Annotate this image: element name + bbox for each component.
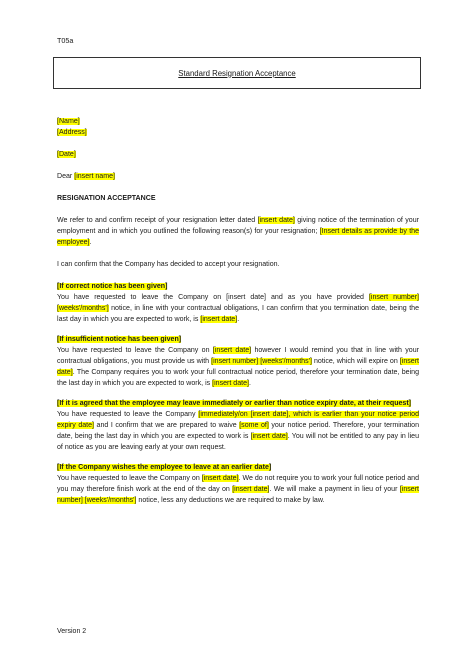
insufficient-notice-paragraph: You have requested to leave the Company on [insert date] however I would remind you that in line with your contractual obligations, you must provide us with [insert number] [weeks'/months'] notice, which will expire on [insert date]. The Company requires you to work your full contractual notice period, therefore your termination date, being the last day in which you are expected to work, is [insert date]. (57, 347, 420, 387)
salutation-name-placeholder: [insert name] (74, 173, 115, 180)
address-placeholder: [Address] (57, 129, 87, 136)
earlier-date-paragraph: You have requested to leave the Company on [insert date]. We do not require you to work your full notice period and you may therefore finish work at the end of the day on [insert date]. We will make a payment in lieu of your [insert number] [weeks'/months'] notice, less any deductions we are required to make by law. (57, 475, 420, 504)
insufficient-notice-heading: [If insufficient notice has been given] (57, 336, 182, 343)
acceptance-statement: I can confirm that the Company has decided to accept your resignation. (57, 261, 280, 268)
earlier-date-heading: [If the Company wishes the employee to leave at an earlier date] (57, 464, 272, 471)
salutation: Dear [insert name] (57, 173, 115, 180)
immediate-leave-heading: [If it is agreed that the employee may leave immediately or earlier than notice expiry date, at their request] (57, 400, 412, 407)
document-code: T05a (57, 36, 74, 45)
correct-notice-heading: [If correct notice has been given] (57, 283, 168, 290)
date-placeholder: [Date] (57, 151, 76, 158)
document-title: Standard Resignation Acceptance (178, 68, 296, 78)
version-footer: Version 2 (57, 628, 87, 635)
name-placeholder: [Name] (57, 118, 80, 125)
letter-body (57, 116, 419, 506)
immediate-leave-paragraph: You have requested to leave the Company [immediately/on [insert date], which is earlier than your notice period expiry date] and I confirm that we are prepared to waive [some of] your notice period. Therefore, your termination date, being the last day in which you are expected to work is [insert date]. You will not be entitled to any pay in lieu of notice as you are leaving early at your own request. (57, 411, 420, 451)
section-heading: RESIGNATION ACCEPTANCE (57, 195, 156, 202)
title-box (53, 57, 421, 89)
correct-notice-paragraph: You have requested to leave the Company on [insert date] and as you have provided [insert number] [weeks'/months'] notice, in line with your contractual obligations, I can confirm that you termination date, being the last day in which you are expected to work, is [insert date]. (57, 294, 420, 323)
intro-paragraph: We refer to and confirm receipt of your resignation letter dated [insert date] giving notice of the termination of your employment and in which you outlined the following reason(s) for your resignation; [Insert details as provide by the employee]. (57, 217, 419, 246)
